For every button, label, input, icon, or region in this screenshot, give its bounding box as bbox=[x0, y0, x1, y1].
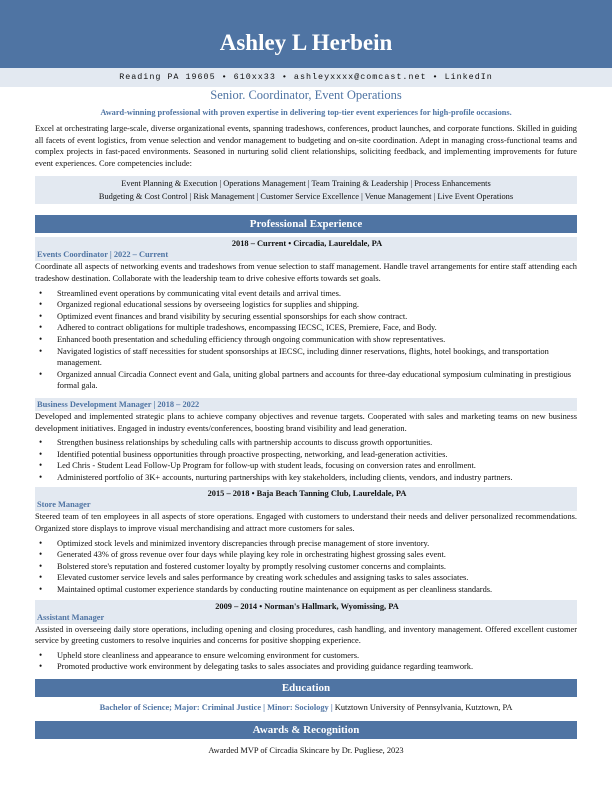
role-description: Assisted in overseeing daily store operations, including opening and closing procedures, cash handling, and inventory management. Offered excellent customer service by greeting customers to resolve inquiries and concerns for positive shopping experience. bbox=[35, 624, 577, 646]
company-line: 2018 – Current • Circadia, Laureldale, PA bbox=[231, 239, 383, 249]
role-title: Events Coordinator | 2022 – Current bbox=[37, 250, 169, 260]
achievement-list bbox=[35, 650, 577, 673]
list-item: • Upheld store cleanliness and appearance to ensure welcoming environment for customers. bbox=[35, 650, 577, 662]
job-header bbox=[35, 487, 577, 511]
headline-title: Senior. Coordinator, Event Operations bbox=[210, 88, 402, 102]
tagline: Award-winning professional with proven expertise in delivering top-tier event experiences for high-profile occasions. bbox=[100, 108, 512, 117]
list-item: • Bolstered store's reputation and fostered customer loyalty by promptly resolving customer concerns and complaints. bbox=[35, 561, 577, 573]
summary: Excel at orchestrating large-scale, diverse organizational events, spanning tradeshows, conferences, product launches, and corporate functions. Skilled in guiding all facets of event logistics, from venue selection and vendor management to budgeting and on-site coordination. Adept in managing cross-functional teams and complex projects in fast-paced environments. Seasoned in nurturing solid client relationships, soliciting feedback, and implementing improvements for future event experiences. Core competencies include: bbox=[35, 124, 577, 168]
list-item: • Navigated logistics of staff necessities for student sponsorships at IECSC, including dinner reservations, flights, hotel bookings, and transportation management. bbox=[35, 346, 577, 369]
list-item: • Administered portfolio of 3K+ accounts, nurturing partnerships with key stakeholders, including clients, vendors, and industry partners. bbox=[35, 472, 577, 484]
list-item: • Strengthen business relationships by scheduling calls with partnership accounts to discuss growth opportunities. bbox=[35, 437, 577, 449]
list-item: • Optimized stock levels and minimized inventory discrepancies through precise management of store inventory. bbox=[35, 538, 577, 550]
job-header bbox=[35, 237, 577, 261]
candidate-name: Ashley L Herbein bbox=[219, 30, 393, 55]
list-item: • Elevated customer service levels and sales performance by creating work schedules and assigning tasks to sales associates. bbox=[35, 572, 577, 584]
section-header-education: Education bbox=[35, 679, 577, 697]
company-line: 2009 – 2014 • Norman's Hallmark, Wyomissing, PA bbox=[215, 601, 399, 611]
role-title: Store Manager bbox=[37, 500, 91, 510]
competency-line: Event Planning & Execution | Operations Management | Team Training & Leadership | Process Enhancements bbox=[121, 179, 491, 189]
experience-list bbox=[35, 237, 577, 673]
list-item: • Organized annual Circadia Connect event and Gala, uniting global partners and accounts for three-day educational symposium culminating in prestigious formal gala. bbox=[35, 369, 577, 392]
achievement-list bbox=[35, 538, 577, 596]
list-item: • Generated 43% of gross revenue over four days while playing key role in orchestrating highest grossing sales event. bbox=[35, 549, 577, 561]
role-title: Assistant Manager bbox=[37, 612, 105, 622]
degree: Bachelor of Science; Major: Criminal Justice | Minor: Sociology | bbox=[99, 703, 333, 712]
list-item: • Adhered to contract obligations for multiple tradeshows, encompassing IECSC, ICES, Premiere, Face, and Body. bbox=[35, 322, 577, 334]
list-item: • Promoted productive work environment by delegating tasks to sales associates and providing guidance regarding teamwork. bbox=[35, 661, 577, 673]
company-line: 2015 – 2018 • Baja Beach Tanning Club, Laureldale, PA bbox=[207, 489, 407, 499]
list-item: • Organized regional educational sessions by overseeing logistics for supplies and shipping. bbox=[35, 299, 577, 311]
list-item: • Optimized event finances and brand visibility by securing essential sponsorships for each show contract. bbox=[35, 311, 577, 323]
list-item: • Enhanced booth presentation and scheduling efficiency through ongoing communication with show representatives. bbox=[35, 334, 577, 346]
competency-line: Budgeting & Cost Control | Risk Management | Customer Service Excellence | Venue Management | Live Event Operations bbox=[98, 192, 514, 202]
award-entry: Awarded MVP of Circadia Skincare by Dr. Pugliese, 2023 bbox=[208, 746, 404, 755]
role-title: Business Development Manager | 2018 – 2022 bbox=[37, 399, 200, 409]
list-item: • Led Chris - Student Lead Follow-Up Program for follow-up with student leads, focusing on conversion rates and enrollment. bbox=[35, 460, 577, 472]
achievement-list bbox=[35, 288, 577, 392]
resume-body bbox=[35, 84, 577, 755]
job-header bbox=[35, 600, 577, 624]
school: Kutztown University of Pennsylvania, Kutztown, PA bbox=[332, 703, 513, 712]
job-header bbox=[35, 398, 577, 411]
contact-info: Reading PA 19605 • 610xx33 • ashleyxxxx@comcast.net • LinkedIn bbox=[0, 68, 612, 87]
section-header-experience: Professional Experience bbox=[35, 215, 577, 233]
role-description: Coordinate all aspects of networking events and tradeshows from venue selection to staff management. Handle travel arrangements for entire staff attending each tradeshow destination. Collaborate with the leadership team to drive cohesive efforts towards set goals. bbox=[35, 262, 577, 283]
list-item: • Maintained optimal customer experience standards by conducting routine maintenance on equipment as per cleanliness standards. bbox=[35, 584, 577, 596]
list-item: • Streamlined event operations by communicating vital event details and arrival times. bbox=[35, 288, 577, 300]
list-item: • Identified potential business opportunities through proactive prospecting, networking, and lead-generation activities. bbox=[35, 449, 577, 461]
role-description: Steered team of ten employees in all aspects of store operations. Engaged with customers to understand their needs and deliver personalized recommendations. Organized store displays to improve visual merchandising and attract more customers for sales. bbox=[35, 512, 577, 534]
competencies bbox=[35, 176, 577, 204]
education-entry bbox=[35, 702, 577, 714]
section-header-awards: Awards & Recognition bbox=[35, 721, 577, 739]
role-description: Developed and implemented strategic plans to achieve company objectives and revenue targets. Cooperated with sales and marketing teams on new business development initiatives. Engaged in industry events/conferences, boosting brand visibility and lead generation. bbox=[35, 411, 577, 433]
achievement-list bbox=[35, 437, 577, 483]
